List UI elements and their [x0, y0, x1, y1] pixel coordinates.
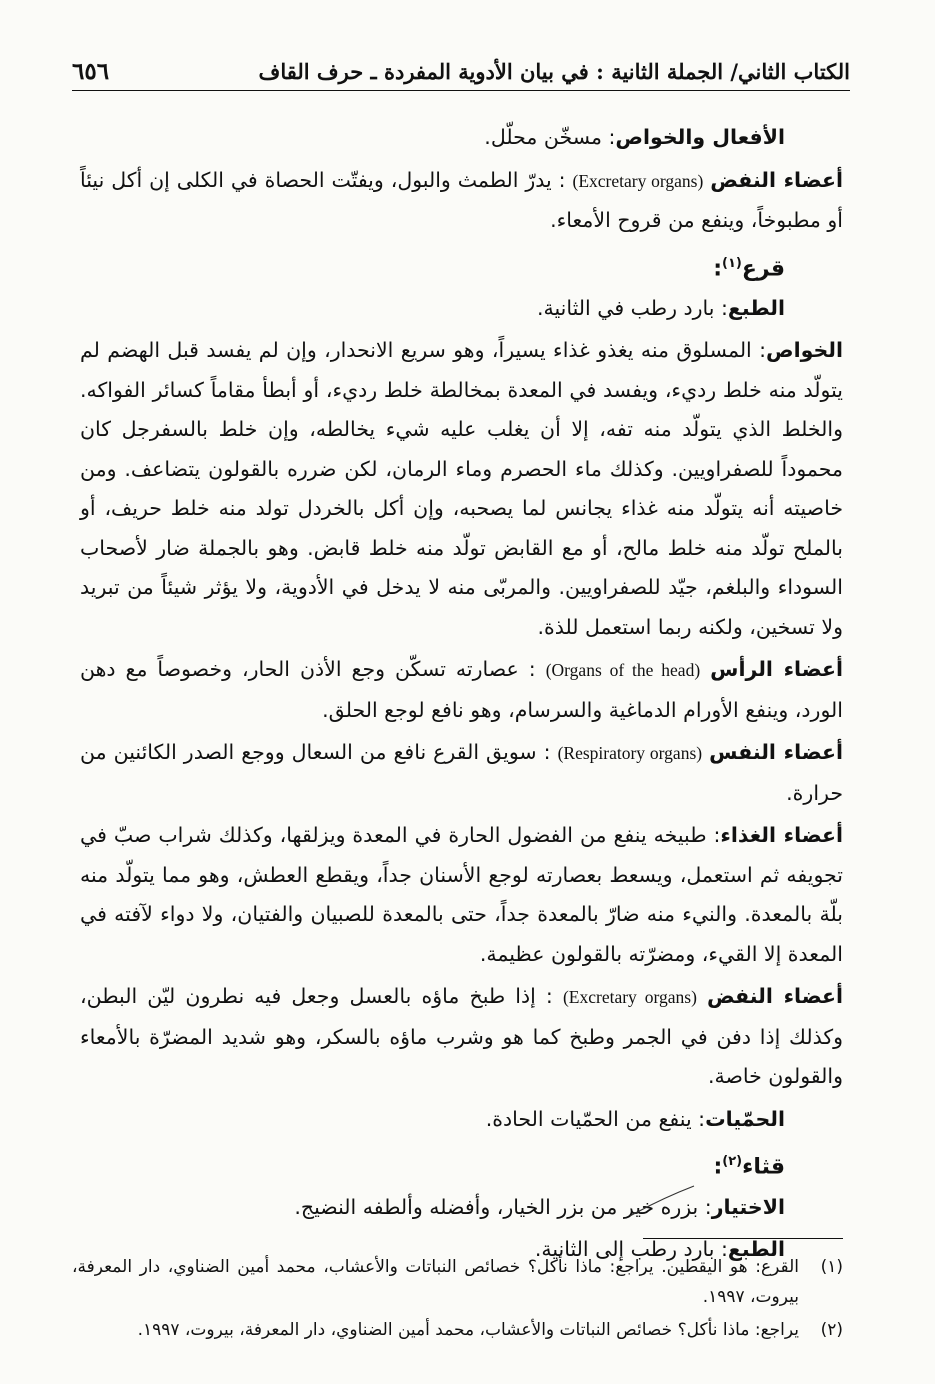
- entry-fevers: [80, 1100, 843, 1140]
- footnotes: [72, 1252, 843, 1348]
- entry-head-organs: [80, 650, 843, 730]
- entry-label: أعضاء النفض: [710, 167, 843, 192]
- latin-term: (Respiratory organs): [557, 743, 703, 764]
- footnote-ref: (١): [722, 255, 742, 271]
- footnote-ref: (٢): [722, 1154, 743, 1170]
- entry-label: الخواص: [766, 338, 843, 363]
- entry-text: : مسخّن محلّل.: [484, 125, 616, 149]
- entry-text: : المسلوق منه يغذو غذاء يسيراً، وهو سريع الانحدار، وإن لم يفسد قبل الهضم لم يتولّد منه خلط رديء، ويفسد في المعدة بمخالطة خلط رديء، أو أبطأ مقاماً كسائر الفواكه. والخلط الذي يتولّد منه تفه، إلا أن يغلب عليه شيء يخالطه، وإن خلط بالسفرجل كان محموداً للصفراويين. وكذلك ماء الحصرم وماء الرمان، لكن ضرره بالقولون يتضاعف. ومن خاصيته أنه يتولّد منه غذاء يجانس لما يصحبه، وإن أكل بالخردل تولد منه خلط حريف، أو بالملح تولّد منه خلط مالح، أو مع القابض تولّد منه خلط قابض. وهو بالجملة ضار لأصحاب السوداء والبلغم، جيّد للصفراويين. والمربّى منه لا يدخل في الأدوية، ولا يؤثر شيئاً من تبريد ولا تسخين، ولكنه ربما استعمل للذة.: [80, 338, 843, 639]
- main-text: [80, 118, 843, 1273]
- heading-text: قثاء: [742, 1154, 785, 1180]
- entry-text: : طبيخه ينفع من الفضول الحارة في المعدة ويزلقها، وكذلك شراب صبّ في تجويفه ثم استعمل، ويسعط بعصارته لوجع الأسنان جداً، ويقطع العطش، وهو مما يتولّد منه بلّة بالمعدة. والنيء منه ضارّ بالمعدة جداً، حتى بالمعدة للصبيان والفتيان، ولا دواء لآفته في المعدة إلا القيء، ومضرّته بالقولون عظيمة.: [80, 823, 843, 966]
- entry-excretory-organs: [80, 161, 843, 241]
- running-header: [72, 52, 850, 91]
- pen-scribble: [628, 1182, 698, 1222]
- entry-selection: [80, 1188, 843, 1228]
- latin-term: (Excretary organs): [572, 170, 704, 191]
- latin-term: (Organs of the head): [545, 660, 701, 681]
- entry-temperament: [80, 289, 843, 329]
- entry-properties: [80, 331, 843, 647]
- entry-text: : بزره خير من بزر الخيار، وأفضله وألطفه النضيج.: [294, 1194, 712, 1219]
- heading-text: قرع: [741, 255, 785, 281]
- entry-text: : عصارته تسكّن وجع الأذن الحار، وخصوصاً مع دهن الورد، وينفع الأورام الدماغية والسرسام، وهو نافع لوجع الحلق.: [80, 657, 843, 722]
- entry-label: الطبع: [727, 295, 785, 320]
- entry-text: : ينفع من الحمّيات الحادة.: [485, 1106, 706, 1131]
- entry-text: : سويق القرع نافع من السعال ووجع الصدر الكائنين من حرارة.: [80, 740, 843, 805]
- entry-label: الطبع: [727, 1237, 785, 1262]
- page-number: ٦٥٦: [72, 57, 110, 85]
- heading-qithaa: قثاء$^{(٢)}$:: [713, 1154, 785, 1180]
- footnote-separator: [643, 1238, 843, 1239]
- entry-excretory-organs-2: [80, 977, 843, 1097]
- footnote-number: (٢): [820, 1320, 843, 1340]
- entry-label: الحمّيات: [705, 1106, 785, 1131]
- entry-nutrition-organs: [80, 816, 843, 974]
- entry-label: أعضاء الغذاء: [720, 823, 843, 848]
- entry-label: أعضاء الرأس: [710, 657, 843, 682]
- running-title: الكتاب الثاني/ الجملة الثانية : في بيان الأدوية المفردة ـ حرف القاف: [258, 58, 850, 84]
- footnote-number: (١): [820, 1257, 843, 1277]
- entry-text: : بارد رطب إلى الثانية.: [534, 1237, 728, 1262]
- entry-text: : يدرّ الطمث والبول، ويفتّت الحصاة في الكلى إن أكل نيئاً أو مطبوخاً، وينفع من قروح الأمعاء.: [80, 167, 843, 232]
- entry-label: الأفعال والخواص: [615, 125, 785, 149]
- footnote-text: يراجع: ماذا نأكل؟ خصائص النباتات والأعشاب، محمد أمين الضناوي، دار المعرفة، بيروت، ١٩٩٧.: [137, 1320, 799, 1340]
- entry-label: أعضاء النفض: [707, 984, 843, 1009]
- heading-qara: قرع$^{(١)}$:: [713, 255, 785, 281]
- footnote-item: [72, 1315, 843, 1345]
- footnote-text: القرع: هو اليقطين. يراجع: ماذا نأكل؟ خصائص النباتات والأعشاب، محمد أمين الضناوي، دار المعرفة، بيروت، ١٩٩٧.: [72, 1257, 799, 1307]
- entry-respiratory-organs: [80, 733, 843, 813]
- entry-actions-properties: [80, 118, 843, 158]
- entry-label: أعضاء النفس: [709, 740, 843, 765]
- entry-text: : بارد رطب في الثانية.: [536, 295, 728, 320]
- footnote-item: [72, 1252, 843, 1312]
- entry-label: الاختيار: [711, 1194, 785, 1219]
- latin-term: (Excretary organs): [562, 987, 697, 1008]
- entry-text: : إذا طبخ ماؤه بالعسل وجعل فيه نطرون ليّن البطن، وكذلك إذا دفن في الجمر وطبخ كما هو وشرب ماؤه بالسكر، وهو شديد المضرّة بالأمعاء والقولون خاصة.: [80, 984, 843, 1089]
